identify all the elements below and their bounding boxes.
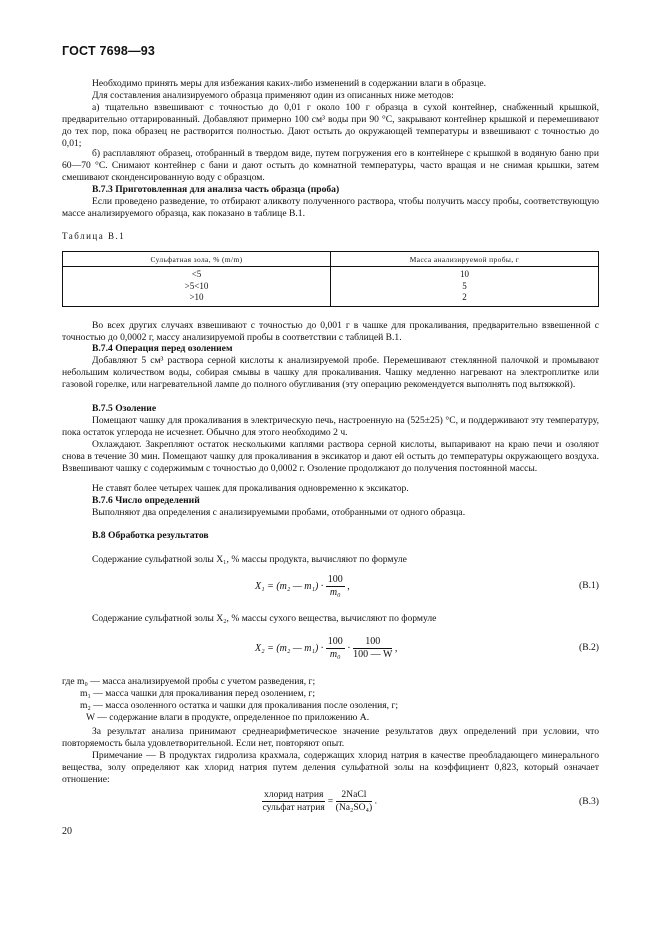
fraction-denominator: m₀	[329, 587, 341, 598]
section-heading: В.7.4 Операция перед озолением	[92, 343, 233, 354]
formula-b1: X₁ = (m₂ — m₁) · $\frac{100}{\text{m₀}}$ ,	[255, 574, 350, 598]
document-header: ГОСТ 7698—93	[62, 44, 156, 58]
formula-b3: $\frac{\text{хлорид натрия}}{\text{сульфат натрия}}$ = $\frac{\text{2NaCl}}{\text{(Na₂SO₄)}}$ .	[262, 789, 377, 813]
table-value: 2	[462, 292, 467, 302]
table-value: >10	[189, 292, 204, 302]
paragraph: Выполняют два определения с анализируемыми пробами, отобранными от одного образца.	[92, 507, 466, 518]
variable-definition: m₁ — масса чашки для прокаливания перед озолением, г;	[80, 688, 315, 699]
fraction-denominator: m₀	[329, 649, 341, 660]
fraction-denominator: сульфат натрия	[262, 802, 325, 813]
fraction-numerator: 100	[327, 636, 343, 647]
table-header-cell: Масса анализируемой пробы, г	[331, 252, 599, 267]
paragraph: За результат анализа принимают среднеарифметическое значение результатов двух определений при условии, что повторяемость была удовлетворительной. Если нет, повторяют опыт.	[62, 726, 599, 749]
fraction	[326, 636, 345, 661]
section-heading: В.8 Обработка результатов	[92, 530, 209, 541]
table-cell-ash	[63, 267, 331, 307]
paragraph: Для составления анализируемого образца применяют один из описанных ниже методов:	[92, 90, 454, 101]
note: Примечание — В продуктах гидролиза крахмала, содержащих хлорид натрия в качестве преобладающего минерального вещества, золу определяют как хлорид натрия путем деления сульфатной золы на коэффициент 0,823, который означает отношение:	[62, 750, 599, 785]
variable-definition: W — содержание влаги в продукте, определенное по приложению А.	[86, 712, 370, 723]
fraction-numerator: хлорид натрия	[264, 789, 324, 800]
table-header-row	[63, 252, 599, 267]
page-number: 20	[62, 826, 72, 837]
paragraph: Во всех других случаях взвешивают с точностью до 0,001 г в чашке для прокаливания, предварительно взвешенной с точностью до 0,0002 г, массу анализируемой пробы в соответствии с таблицей В.1.	[62, 320, 599, 343]
fraction-denominator: 100 — W	[353, 649, 393, 660]
fraction-denominator: (Na₂SO₄)	[335, 802, 373, 813]
table-value: 5	[462, 280, 467, 291]
table-value: <5	[191, 269, 202, 279]
data-table	[62, 251, 599, 307]
table-header-cell: Сульфатная зола, % (m/m)	[63, 252, 331, 267]
table-value: >5<10	[184, 280, 209, 291]
formula-lhs: X₁ = (m₂ — m₁) ·	[255, 580, 324, 592]
variable-definition: m₂ — масса озоленного остатка и чашки для прокаливания после озоления, г;	[80, 700, 399, 711]
table-caption: Таблица В.1	[62, 231, 126, 241]
fraction	[336, 789, 373, 814]
formula-lhs: X₂ = (m₂ — m₁) ·	[255, 642, 324, 654]
paragraph: б) расплавляют образец, отобранный в твердом виде, путем погружения его в контейнере с крышкой в водяную баню при 60—70 °С. Снимают контейнер с бани и дают остыть до комнатной температуры, часто вращая и не снимая крышки, затем смешивают сконденсированную воду с образцом.	[62, 148, 599, 183]
paragraph: Если проведено разведение, то отбирают аликвоту полученного раствора, чтобы получить массу пробы, соответствующую массе анализируемого образца, как показано в таблице В.1.	[62, 196, 599, 219]
fraction-numerator: 100	[353, 636, 392, 649]
equation-number: (В.2)	[579, 642, 599, 653]
fraction-numerator: 2NaCl	[336, 789, 373, 802]
table-body-row	[63, 267, 599, 307]
equation-number: (В.1)	[579, 580, 599, 591]
paragraph: Добавляют 5 см³ раствора серной кислоты к анализируемой пробе. Перемешивают стеклянной палочкой и промывают небольшим количеством воды, собирая смывы в чашку для прокаливания. Чашку медленно нагревают на электроплитке или газовой горелке, или нагревательной лампе до полного обугливания (эту операцию рекомендуется выполнять под вытяжкой).	[62, 355, 599, 390]
fraction	[353, 636, 392, 661]
section-heading: В.7.5 Озоление	[92, 403, 157, 414]
paragraph: а) тщательно взвешивают с точностью до 0,01 г около 100 г образца в сухой контейнер, снабженный крышкой, предварительно оттарированный. Добавляют примерно 100 см³ воды при 90 °С, закрывают контейнер крышкой и перемешивают до тех пор, пока образец не растворится полностью. Дают остыть до окружающей температуры и взвешивают с точностью до 0,01;	[62, 102, 599, 149]
fraction	[326, 574, 345, 599]
paragraph: Охлаждают. Закрепляют остаток несколькими каплями раствора серной кислоты, выпаривают на краю печи и озоляют снова в течение 30 мин. Помещают чашку для прокаливания в эксикатор и дают ей остыть до температуры окружающего воздуха. Взвешивают чашку с содержимым с точностью до 0,0002 г. Озоление продолжают до получения постоянной массы.	[62, 439, 599, 474]
section-heading: В.7.3 Приготовленная для анализа часть образца (проба)	[92, 184, 340, 195]
fraction-numerator: 100	[327, 574, 343, 585]
equation-number: (В.3)	[579, 796, 599, 807]
paragraph: Содержание сульфатной золы X₂, % массы сухого вещества, вычисляют по формуле	[92, 613, 437, 624]
paragraph: Необходимо принять меры для избежания каких-либо изменений в содержании влаги в образце.	[92, 78, 487, 89]
paragraph: Не ставят более четырех чашек для прокаливания одновременно к эксикатор.	[92, 483, 409, 494]
variable-definition: где m₀ — масса анализируемой пробы с учетом разведения, г;	[62, 676, 316, 687]
paragraph: Содержание сульфатной золы X₁, % массы продукта, вычисляют по формуле	[92, 554, 407, 565]
formula-b2: X₂ = (m₂ — m₁) · $\frac{100}{\text{m₀}}$ · $\frac{100}{100 — W}$ ,	[255, 636, 398, 660]
table-value: 10	[460, 269, 469, 279]
paragraph: Помещают чашку для прокаливания в электрическую печь, настроенную на (525±25) °С, и поддерживают эту температуру, пока остаток углерода не исчезнет. Обычно для этого необходимо 2 ч.	[62, 415, 599, 438]
fraction	[262, 789, 325, 814]
section-heading: В.7.6 Число определений	[92, 495, 200, 506]
table-cell-mass	[331, 267, 599, 307]
